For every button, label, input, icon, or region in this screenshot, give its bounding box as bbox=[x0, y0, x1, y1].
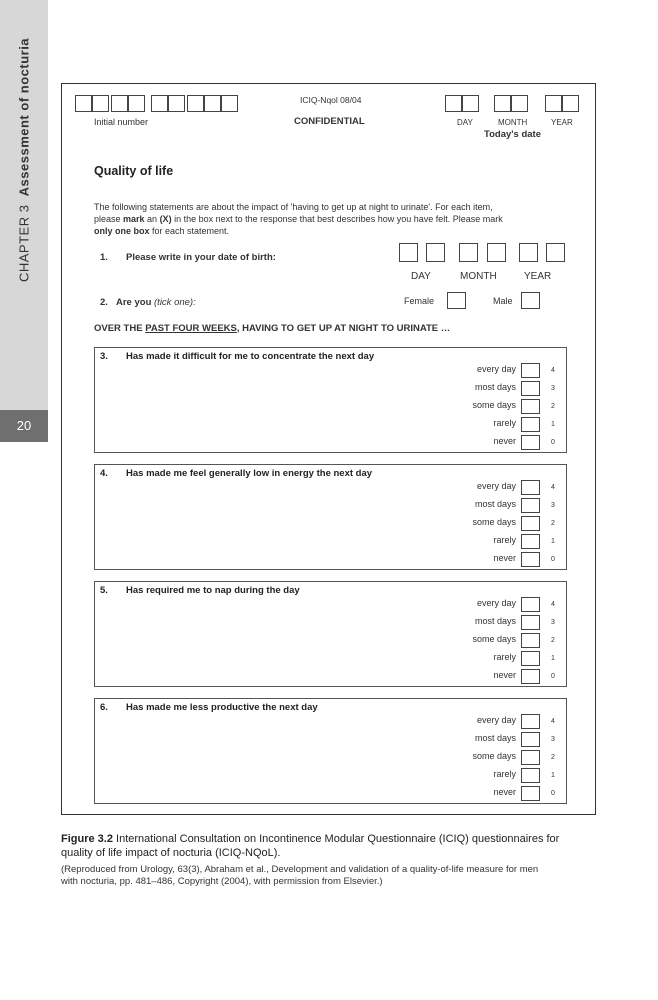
initial-box[interactable] bbox=[75, 95, 92, 112]
option-label: rarely bbox=[493, 418, 516, 428]
option-label: never bbox=[493, 436, 516, 446]
question-number: 5. bbox=[100, 585, 108, 596]
dob-month-label: MONTH bbox=[460, 271, 497, 282]
period-heading: OVER THE PAST FOUR WEEKS, HAVING TO GET UP AT NIGHT TO URINATE … bbox=[94, 323, 451, 334]
option-checkbox[interactable] bbox=[521, 651, 540, 666]
today-month-box[interactable] bbox=[494, 95, 511, 112]
dob-day-label: DAY bbox=[411, 271, 431, 282]
figure-label: Figure 3.2 bbox=[61, 833, 113, 845]
initial-box[interactable] bbox=[187, 95, 204, 112]
initial-box[interactable] bbox=[111, 95, 128, 112]
option-score: 2 bbox=[551, 520, 555, 527]
chapter-heading bbox=[17, 38, 32, 282]
option-score: 3 bbox=[551, 385, 555, 392]
option-checkbox[interactable] bbox=[521, 417, 540, 432]
initial-box[interactable] bbox=[92, 95, 109, 112]
page-number: 20 bbox=[0, 410, 48, 442]
initial-box[interactable] bbox=[204, 95, 221, 112]
option-score: 1 bbox=[551, 538, 555, 545]
figure-credit: (Reproduced from Urology, 63(3), Abraham et al., Development and validation of a quality-of-life measure for men with nocturia, pp. 481–486, Copyright (2004), with permission from Elsevier.) bbox=[61, 864, 539, 887]
option-checkbox[interactable] bbox=[521, 399, 540, 414]
today-year-label: YEAR bbox=[551, 118, 573, 127]
dob-day-box[interactable] bbox=[399, 243, 418, 262]
intro-line-2: please mark an (X) in the box next to the response that best describes how you have felt. Please mark bbox=[94, 214, 503, 224]
option-label: some days bbox=[472, 400, 516, 410]
option-checkbox[interactable] bbox=[521, 615, 540, 630]
today-year-box[interactable] bbox=[545, 95, 562, 112]
chapter-title: Assessment of nocturia bbox=[16, 37, 32, 197]
question-text: Has made me feel generally low in energy the next day bbox=[126, 468, 373, 479]
question-text: Has made me less productive the next day bbox=[126, 702, 318, 713]
initial-box[interactable] bbox=[128, 95, 145, 112]
form-title: Quality of life bbox=[94, 164, 174, 178]
q2-number: 2. bbox=[100, 297, 108, 308]
q1-text: Please write in your date of birth: bbox=[126, 252, 276, 263]
question-text: Has made it difficult for me to concentrate the next day bbox=[126, 351, 375, 362]
option-label: some days bbox=[472, 634, 516, 644]
dob-month-box[interactable] bbox=[487, 243, 506, 262]
chapter-label: CHAPTER 3 bbox=[16, 204, 32, 283]
initial-box[interactable] bbox=[151, 95, 168, 112]
today-month-label: MONTH bbox=[498, 118, 528, 127]
intro-line-3: only one box for each statement. bbox=[94, 226, 230, 236]
q1-number: 1. bbox=[100, 252, 108, 263]
question-number: 4. bbox=[100, 468, 108, 479]
option-checkbox[interactable] bbox=[521, 552, 540, 567]
option-checkbox[interactable] bbox=[521, 714, 540, 729]
option-score: 1 bbox=[551, 421, 555, 428]
initial-box[interactable] bbox=[168, 95, 185, 112]
today-day-box[interactable] bbox=[462, 95, 479, 112]
option-checkbox[interactable] bbox=[521, 435, 540, 450]
question-number: 6. bbox=[100, 702, 108, 713]
option-label: never bbox=[493, 670, 516, 680]
option-checkbox[interactable] bbox=[521, 597, 540, 612]
today-month-box[interactable] bbox=[511, 95, 528, 112]
option-score: 1 bbox=[551, 772, 555, 779]
option-label: most days bbox=[474, 616, 516, 626]
intro-line-1: The following statements are about the impact of 'having to get up at night to urinate'. For each item, bbox=[94, 202, 493, 212]
option-label: every day bbox=[476, 715, 516, 725]
female-checkbox[interactable] bbox=[447, 292, 466, 309]
option-label: rarely bbox=[493, 535, 516, 545]
option-checkbox[interactable] bbox=[521, 363, 540, 378]
option-score: 4 bbox=[551, 367, 555, 374]
option-score: 2 bbox=[551, 403, 555, 410]
option-label: rarely bbox=[493, 769, 516, 779]
dob-month-box[interactable] bbox=[459, 243, 478, 262]
option-score: 2 bbox=[551, 637, 555, 644]
male-checkbox[interactable] bbox=[521, 292, 540, 309]
option-checkbox[interactable] bbox=[521, 534, 540, 549]
option-label: most days bbox=[474, 499, 516, 509]
option-checkbox[interactable] bbox=[521, 516, 540, 531]
option-checkbox[interactable] bbox=[521, 669, 540, 684]
female-label: Female bbox=[404, 296, 435, 306]
option-label: every day bbox=[476, 481, 516, 491]
question-text: Has required me to nap during the day bbox=[126, 585, 300, 596]
option-score: 3 bbox=[551, 619, 555, 626]
today-day-box[interactable] bbox=[445, 95, 462, 112]
confidential-label: CONFIDENTIAL bbox=[294, 116, 365, 127]
option-score: 3 bbox=[551, 736, 555, 743]
figure-caption: Figure 3.2 International Consultation on Incontinence Modular Questionnaire (ICIQ) questionnaires for quality of life impact of nocturia (ICIQ-NQoL). bbox=[61, 833, 560, 859]
male-label: Male bbox=[493, 296, 513, 306]
question-number: 3. bbox=[100, 351, 108, 362]
option-checkbox[interactable] bbox=[521, 633, 540, 648]
option-score: 3 bbox=[551, 502, 555, 509]
form-code: ICIQ-Nqol 08/04 bbox=[300, 95, 362, 105]
option-checkbox[interactable] bbox=[521, 381, 540, 396]
dob-year-box[interactable] bbox=[519, 243, 538, 262]
option-label: every day bbox=[476, 598, 516, 608]
today-year-box[interactable] bbox=[562, 95, 579, 112]
option-checkbox[interactable] bbox=[521, 732, 540, 747]
option-checkbox[interactable] bbox=[521, 480, 540, 495]
option-label: never bbox=[493, 553, 516, 563]
initial-number-label: Initial number bbox=[94, 117, 149, 127]
dob-year-label: YEAR bbox=[524, 271, 552, 282]
option-label: most days bbox=[474, 382, 516, 392]
option-score: 0 bbox=[551, 790, 555, 797]
option-score: 0 bbox=[551, 439, 555, 446]
todays-date-label: Today's date bbox=[484, 129, 541, 140]
dob-year-box[interactable] bbox=[546, 243, 565, 262]
option-checkbox[interactable] bbox=[521, 750, 540, 765]
option-score: 4 bbox=[551, 601, 555, 608]
today-day-label: DAY bbox=[457, 118, 473, 127]
initial-box[interactable] bbox=[221, 95, 238, 112]
option-score: 0 bbox=[551, 556, 555, 563]
option-score: 2 bbox=[551, 754, 555, 761]
q2-text: Are you (tick one): bbox=[116, 297, 196, 308]
option-score: 4 bbox=[551, 484, 555, 491]
dob-day-box[interactable] bbox=[426, 243, 445, 262]
option-checkbox[interactable] bbox=[521, 786, 540, 801]
option-label: every day bbox=[476, 364, 516, 374]
option-checkbox[interactable] bbox=[521, 498, 540, 513]
option-label: most days bbox=[474, 733, 516, 743]
option-label: rarely bbox=[493, 652, 516, 662]
option-label: never bbox=[493, 787, 516, 797]
option-score: 0 bbox=[551, 673, 555, 680]
option-checkbox[interactable] bbox=[521, 768, 540, 783]
option-label: some days bbox=[472, 517, 516, 527]
option-score: 4 bbox=[551, 718, 555, 725]
option-score: 1 bbox=[551, 655, 555, 662]
option-label: some days bbox=[472, 751, 516, 761]
